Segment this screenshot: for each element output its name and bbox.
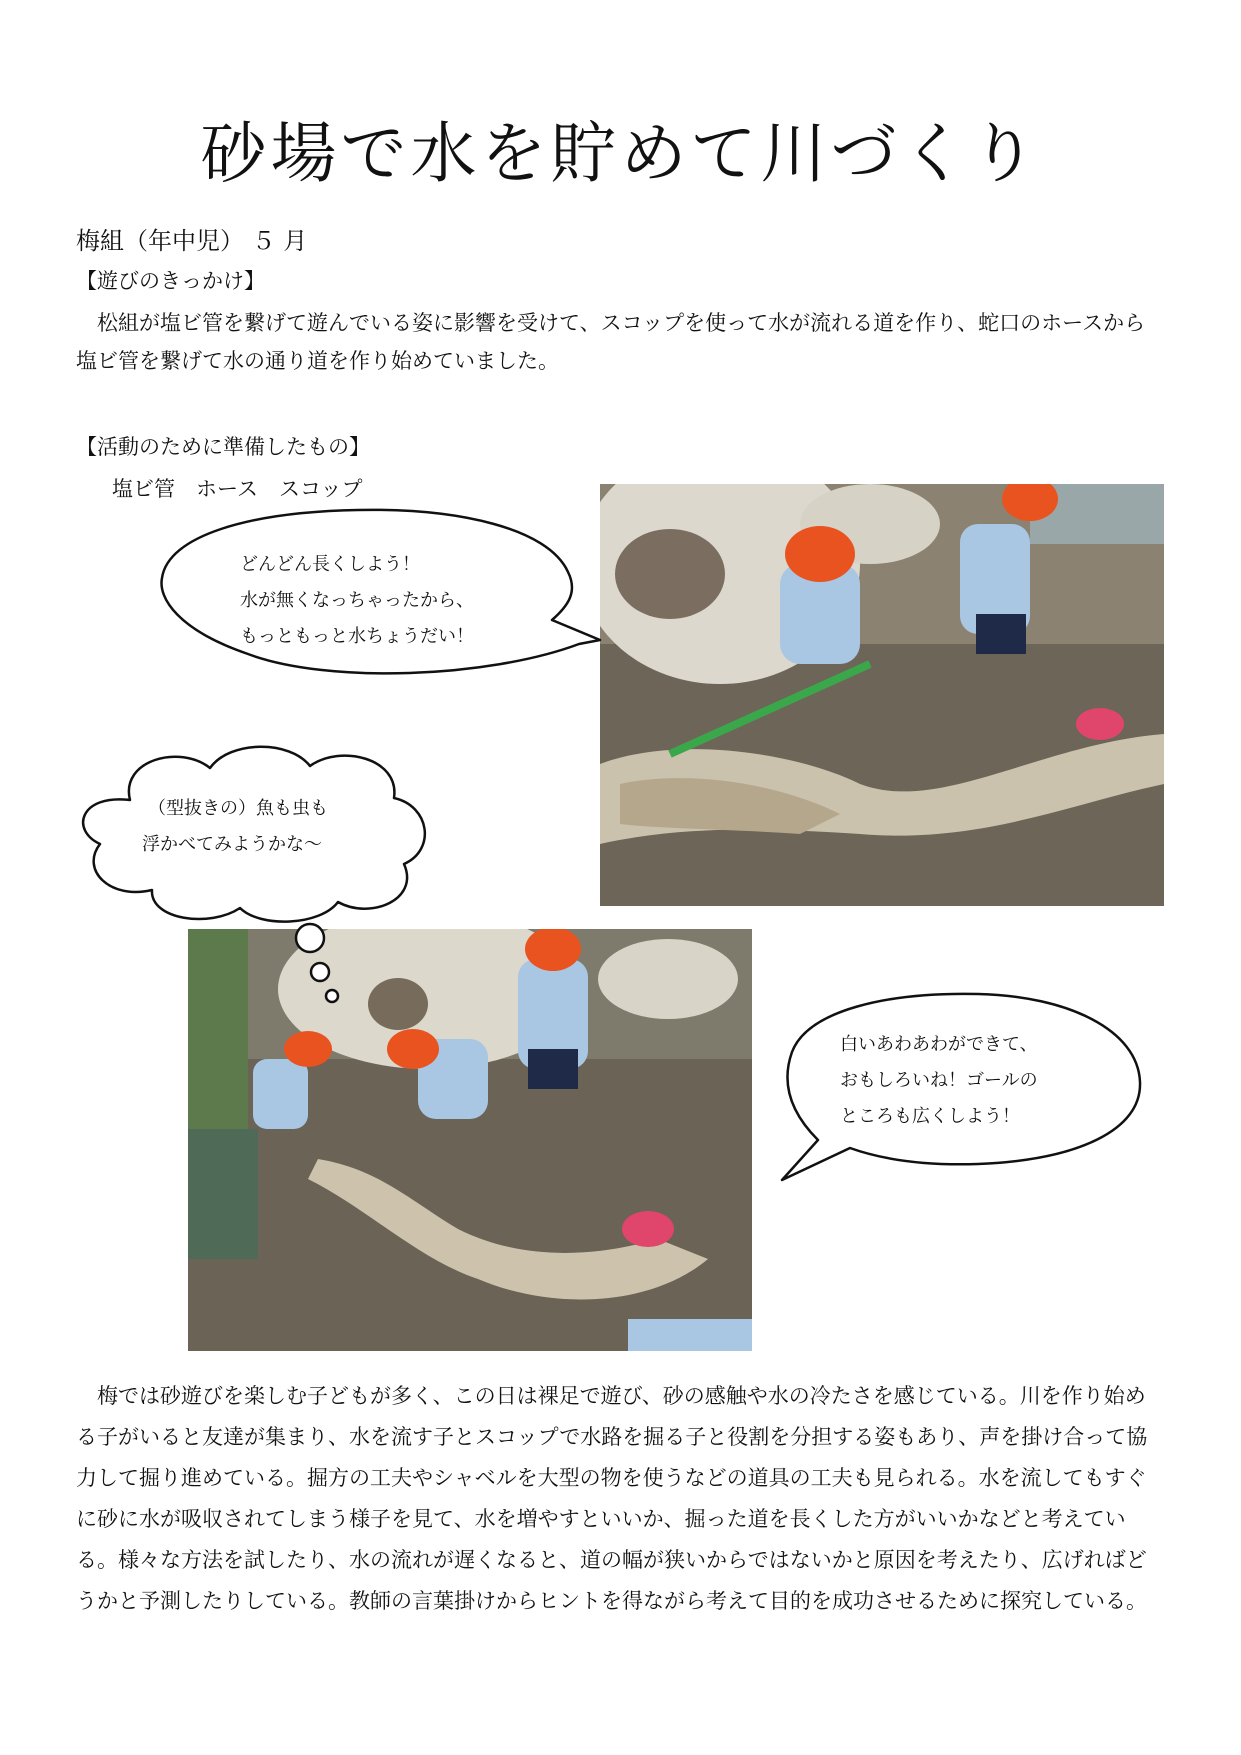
speech-bubble-3-line-3: ところも広くしよう！ (840, 1106, 1020, 1127)
section-heading-trigger: 【遊びのきっかけ】 (76, 269, 265, 293)
sandbox-photo-2 (188, 929, 752, 1351)
speech-bubble-1-line-3: もっともっと水ちょうだい！ (240, 626, 474, 647)
speech-bubble-1-line-2: 水が無くなっちゃったから、 (240, 590, 474, 611)
thought-bubble-2-line-2: 浮かべてみようかな～ (142, 834, 322, 855)
section-heading-materials: 【活動のために準備したもの】 (76, 435, 370, 459)
summary-paragraph: 梅では砂遊びを楽しむ子どもが多く、この日は裸足で遊び、砂の感触や水の冷たさを感じている。川を作り始める子がいると友達が集まり、水を流す子とスコップで水路を掘る子と役割を分担する姿もあり、声を掛け合って協力して掘り進めている。掘方の工夫やシャベルを大型の物を使うなどの道具の工夫も見られる。水を流してもすぐに砂に水が吸収されてしまう様子を見て、水を増やすといいか、掘った道を長くした方がいいかなどと考えている。様々な方法を試したり、水の流れが遅くなると、道の幅が狭いからではないかと原因を考えたり、広げればどうかと予測したりしている。教師の言葉掛けからヒントを得ながら考えて目的を成功させるために探究している。 (76, 1384, 1148, 1613)
section-body-trigger: 松組が塩ビ管を繋げて遊んでいる姿に影響を受けて、スコップを使って水が流れる道を作り、蛇口のホースから塩ビ管を繋げて水の通り道を作り始めていました。 (76, 311, 1146, 373)
class-line: 梅組（年中児） ５ 月 (76, 227, 308, 255)
page-title: 砂場で水を貯めて川づくり (200, 115, 1041, 192)
sandbox-photo-2-image (188, 929, 752, 1351)
speech-bubble-1-line-1: どんどん長くしよう！ (240, 554, 420, 575)
sandbox-photo-1-image (600, 484, 1164, 906)
thought-dots (290, 920, 350, 1010)
speech-bubble-3-line-1: 白いあわあわができて、 (840, 1034, 1038, 1055)
materials-list: 塩ビ管 ホース スコップ (112, 477, 363, 501)
speech-bubble-3-line-2: おもしろいね！ゴールの (840, 1070, 1038, 1091)
sandbox-photo-1 (600, 484, 1164, 906)
thought-bubble-2-line-1: （型抜きの）魚も虫も (148, 798, 328, 819)
